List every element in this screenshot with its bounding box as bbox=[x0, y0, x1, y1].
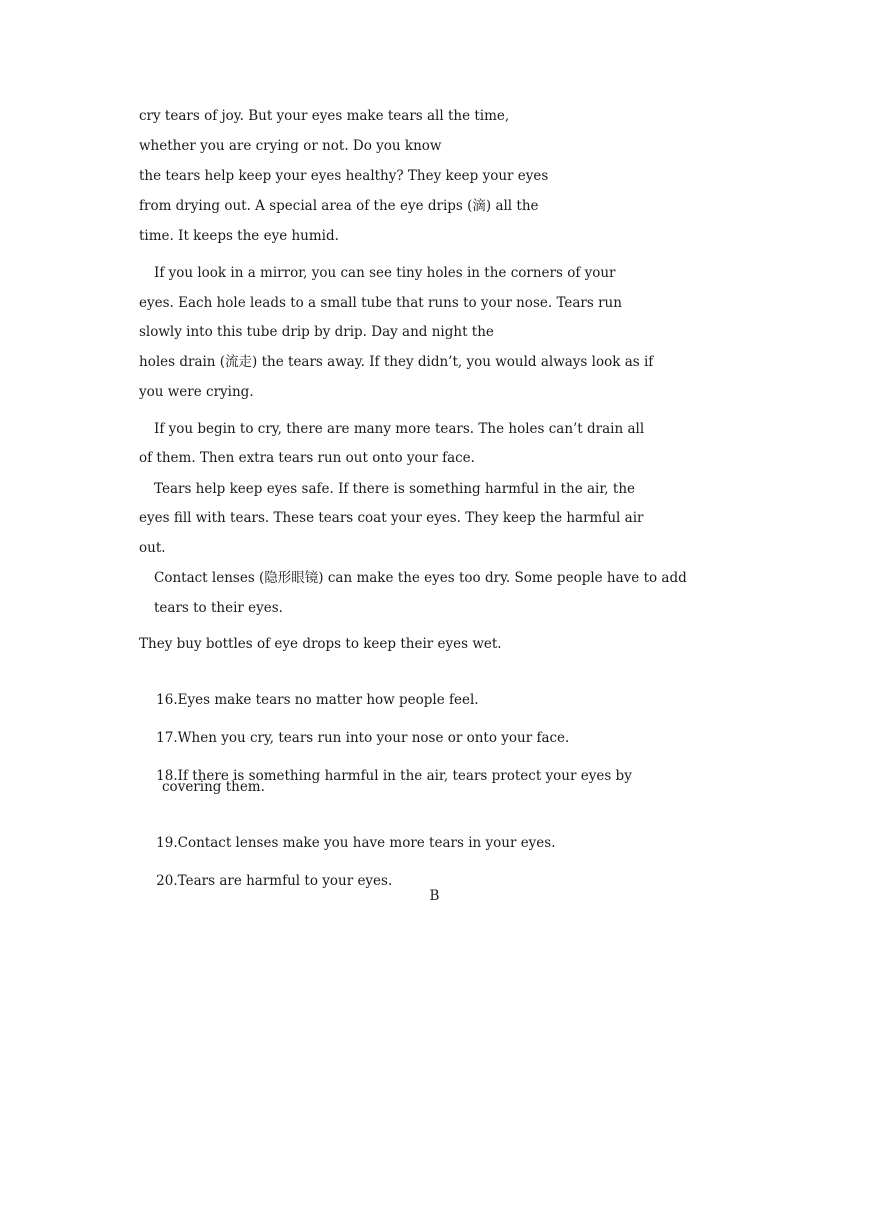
passage-line: If you begin to cry, there are many more tears. The holes can’t drain all bbox=[154, 421, 645, 437]
passage-line: eyes. Each hole leads to a small tube that runs to your nose. Tears run bbox=[139, 295, 622, 311]
question-18-continuation: covering them. bbox=[162, 779, 265, 795]
question-text: When you cry, tears run into your nose or onto your face. bbox=[177, 730, 570, 746]
passage-line: you were crying. bbox=[139, 384, 254, 400]
question-number: 16. bbox=[156, 692, 178, 708]
passage-line: If you look in a mirror, you can see tiny holes in the corners of your bbox=[154, 265, 616, 281]
question-text: If there is something harmful in the air, tears protect your eyes by bbox=[177, 768, 632, 784]
passage-line: eyes fill with tears. These tears coat your eyes. They keep the harmful air bbox=[139, 510, 644, 526]
question-text: Tears are harmful to your eyes. bbox=[177, 873, 393, 889]
passage-line: slowly into this tube drip by drip. Day and night the bbox=[139, 324, 494, 340]
question-number: 19. bbox=[156, 835, 178, 851]
passage-line: Contact lenses (隐形眼镜) can make the eyes too dry. Some people have to add bbox=[154, 570, 687, 586]
passage-line: They buy bottles of eye drops to keep their eyes wet. bbox=[139, 636, 502, 652]
question-number: 17. bbox=[156, 730, 178, 746]
passage-line: the tears help keep your eyes healthy? They keep your eyes bbox=[139, 168, 549, 184]
passage-line: Tears help keep eyes safe. If there is something harmful in the air, the bbox=[154, 481, 636, 497]
passage-line: tears to their eyes. bbox=[154, 600, 283, 616]
passage-line: whether you are crying or not. Do you know bbox=[139, 138, 442, 154]
passage-line: out. bbox=[139, 540, 166, 556]
section-label: B bbox=[429, 888, 440, 904]
passage-line: holes drain (流走) the tears away. If they didn’t, you would always look as if bbox=[139, 354, 654, 370]
question-number: 18. bbox=[156, 768, 178, 784]
question-number: 20. bbox=[156, 873, 178, 889]
question-text: Contact lenses make you have more tears in your eyes. bbox=[177, 835, 556, 851]
passage-line: cry tears of joy. But your eyes make tears all the time, bbox=[139, 108, 510, 124]
passage-line: of them. Then extra tears run out onto your face. bbox=[139, 450, 475, 466]
passage-line: from drying out. A special area of the eye drips (滴) all the bbox=[139, 198, 539, 214]
question-text: Eyes make tears no matter how people feel. bbox=[177, 692, 479, 708]
passage-line: time. It keeps the eye humid. bbox=[139, 228, 339, 244]
